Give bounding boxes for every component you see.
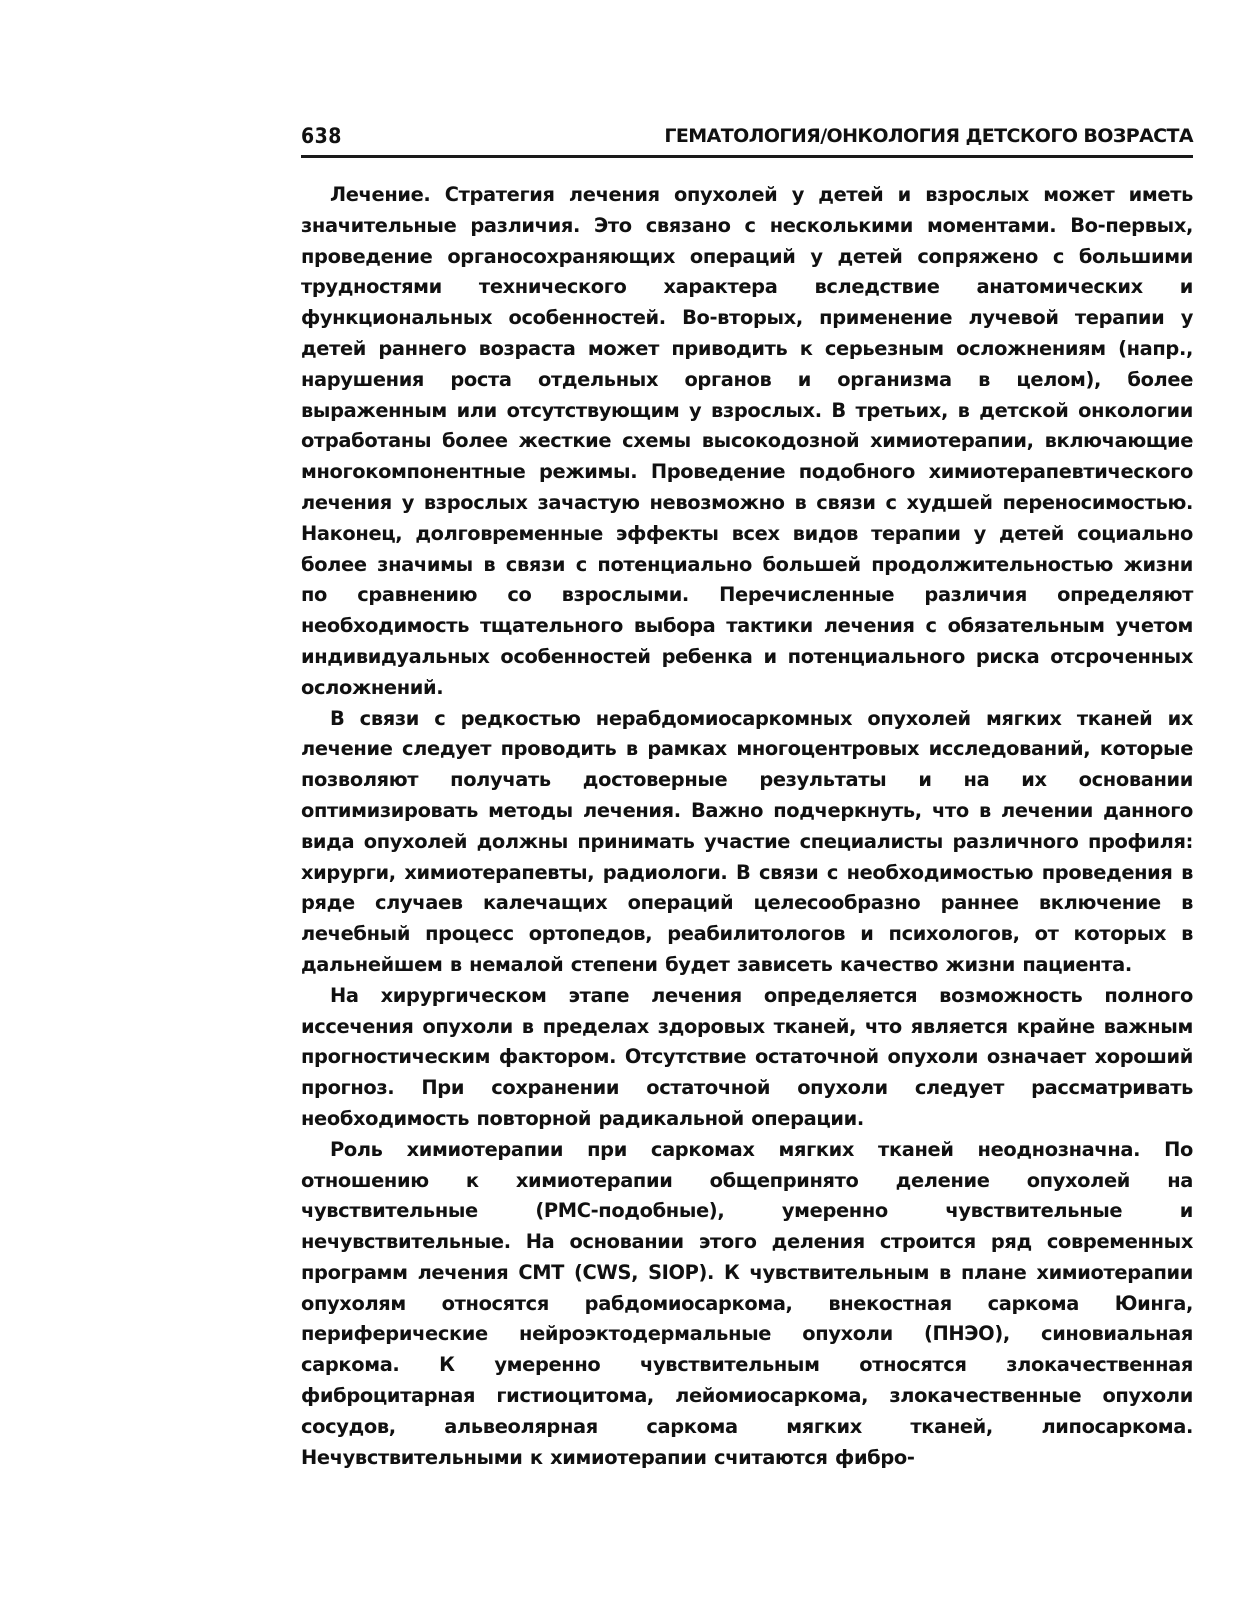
main-text: [301, 180, 1193, 1473]
page-number: 638: [301, 124, 342, 148]
paragraph-lead-term: Лечение.: [330, 183, 431, 206]
paragraph-chemotherapy: Роль химиотерапии при саркомах мягких тканей неоднозначна. По отношению к химиотерапии общепринято деление опухолей на чувствительные (РМС-подобные), умеренно чувствительные и нечувствительные. На основании этого деления строится ряд современных программ лечения СМТ (CWS, SIOP). К чувствительным в плане химиотерапии опухолям относятся рабдомиосаркома, внекостная саркома Юинга, периферические нейроэктодермальные опухоли (ПНЭО), синовиальная саркома. К умеренно чувствительным относятся злокачественная фиброцитарная гистиоцитома, лейомиосаркома, злокачественные опухоли сосудов, альвеолярная саркома мягких тканей, липосаркома. Нечувствительными к химиотерапии считаются фибро-: [301, 1137, 1193, 1469]
paragraph-treatment: [301, 180, 1193, 704]
paragraph-surgery: На хирургическом этапе лечения определяется возможность полного иссечения опухоли в пределах здоровых тканей, что является крайне важным прогностическим фактором. Отсутствие остаточной опухоли означает хороший прогноз. При сохранении остаточной опухоли следует рассматривать необходимость повторной радикальной операции.: [301, 983, 1193, 1130]
paragraph-text: Стратегия лечения опухолей у детей и взрослых может иметь значительные различия. Это связано с несколькими моментами. Во-первых, проведение органосохраняющих операций у детей сопряжено с большими трудностями технического характера вследствие анатомических и функциональных особенностей. Во-вторых, применение лучевой терапии у детей раннего возраста может приводить к серьезным осложнениям (напр., нарушения роста отдельных органов и организма в целом), более выраженным или отсутствующим у взрослых. В третьих, в детской онкологии отработаны более жесткие схемы высокодозной химиотерапии, включающие многокомпонентные режимы. Проведение подобного химиотерапевтического лечения у взрослых зачастую невозможно в связи с худшей переносимостью. Наконец, долговременные эффекты всех видов терапии у детей социально более значимы в связи с потенциально большей продолжительностью жизни по сравнению со взрослыми. Перечисленные различия определяют необходимость тщательного выбора тактики лечения с обязательным учетом индивидуальных особенностей ребенка и потенциального риска отсроченных осложнений.: [301, 183, 1193, 699]
header-rule: [301, 155, 1193, 158]
paragraph-multicenter: В связи с редкостью нерабдомиосаркомных опухолей мягких тканей их лечение следует проводить в рамках многоцентровых исследований, которые позволяют получать достоверные результаты и на их основании оптимизировать методы лечения. Важно подчеркнуть, что в лечении данного вида опухолей должны принимать участие специалисты различного профиля: хирурги, химиотерапевты, радиологи. В связи с необходимостью проведения в ряде случаев калечащих операций целесообразно раннее включение в лечебный процесс ортопедов, реабилитологов и психологов, от которых в дальнейшем в немалой степени будет зависеть качество жизни пациента.: [301, 706, 1193, 976]
running-head-title: ГЕМАТОЛОГИЯ/ОНКОЛОГИЯ ДЕТСКОГО ВОЗРАСТА: [664, 125, 1193, 147]
running-head: [301, 120, 1193, 152]
